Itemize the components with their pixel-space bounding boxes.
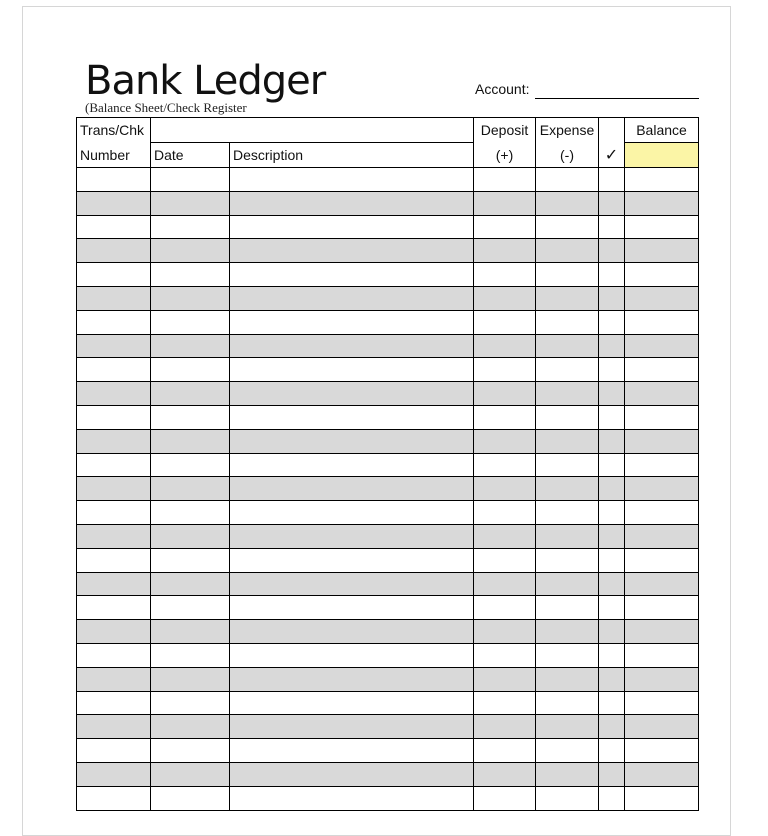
check-cell[interactable] bbox=[599, 667, 625, 691]
check-cell[interactable] bbox=[599, 620, 625, 644]
description-cell[interactable] bbox=[230, 263, 474, 287]
balance-cell[interactable] bbox=[625, 691, 699, 715]
balance-cell[interactable] bbox=[625, 643, 699, 667]
ledger-row bbox=[77, 239, 699, 263]
balance-cell[interactable] bbox=[625, 334, 699, 358]
date-cell[interactable] bbox=[151, 691, 230, 715]
ledger-row bbox=[77, 429, 699, 453]
deposit-cell[interactable] bbox=[474, 168, 536, 192]
description-cell[interactable] bbox=[230, 358, 474, 382]
number-cell[interactable] bbox=[77, 572, 151, 596]
header-row-1 bbox=[77, 118, 699, 143]
date-cell[interactable] bbox=[151, 286, 230, 310]
number-cell[interactable] bbox=[77, 548, 151, 572]
check-cell[interactable] bbox=[599, 168, 625, 192]
check-cell[interactable] bbox=[599, 358, 625, 382]
balance-cell[interactable] bbox=[625, 263, 699, 287]
balance-cell[interactable] bbox=[625, 715, 699, 739]
account-field[interactable] bbox=[535, 98, 699, 99]
description-cell[interactable] bbox=[230, 405, 474, 429]
deposit-cell[interactable] bbox=[474, 715, 536, 739]
ledger-row bbox=[77, 762, 699, 786]
balance-cell[interactable] bbox=[625, 191, 699, 215]
number-cell[interactable] bbox=[77, 620, 151, 644]
deposit-cell[interactable] bbox=[474, 596, 536, 620]
balance-cell[interactable] bbox=[625, 572, 699, 596]
expense-cell[interactable] bbox=[536, 715, 599, 739]
check-cell[interactable] bbox=[599, 453, 625, 477]
balance-cell[interactable] bbox=[625, 620, 699, 644]
header-number: Number bbox=[77, 143, 151, 168]
header-blank-check bbox=[599, 118, 625, 143]
header-trans-chk: Trans/Chk bbox=[77, 118, 151, 143]
ledger-row bbox=[77, 596, 699, 620]
header-expense: Expense bbox=[536, 118, 599, 143]
deposit-cell[interactable] bbox=[474, 405, 536, 429]
balance-cell[interactable] bbox=[625, 596, 699, 620]
description-cell[interactable] bbox=[230, 239, 474, 263]
number-cell[interactable] bbox=[77, 453, 151, 477]
ledger-row bbox=[77, 215, 699, 239]
number-cell[interactable] bbox=[77, 691, 151, 715]
number-cell[interactable] bbox=[77, 168, 151, 192]
ledger-row bbox=[77, 405, 699, 429]
deposit-cell[interactable] bbox=[474, 429, 536, 453]
ledger-row bbox=[77, 453, 699, 477]
header-description: Description bbox=[230, 143, 474, 168]
deposit-cell[interactable] bbox=[474, 358, 536, 382]
date-cell[interactable] bbox=[151, 762, 230, 786]
expense-cell[interactable] bbox=[536, 667, 599, 691]
ledger-row bbox=[77, 620, 699, 644]
deposit-cell[interactable] bbox=[474, 334, 536, 358]
number-cell[interactable] bbox=[77, 405, 151, 429]
expense-cell[interactable] bbox=[536, 548, 599, 572]
header-date: Date bbox=[151, 143, 230, 168]
description-cell[interactable] bbox=[230, 453, 474, 477]
balance-cell[interactable] bbox=[625, 501, 699, 525]
check-cell[interactable] bbox=[599, 691, 625, 715]
date-cell[interactable] bbox=[151, 263, 230, 287]
description-cell[interactable] bbox=[230, 429, 474, 453]
date-cell[interactable] bbox=[151, 215, 230, 239]
description-cell[interactable] bbox=[230, 739, 474, 763]
balance-cell[interactable] bbox=[625, 667, 699, 691]
check-cell[interactable] bbox=[599, 524, 625, 548]
expense-cell[interactable] bbox=[536, 762, 599, 786]
balance-cell[interactable] bbox=[625, 429, 699, 453]
number-cell[interactable] bbox=[77, 524, 151, 548]
description-cell[interactable] bbox=[230, 334, 474, 358]
header-row-2 bbox=[77, 143, 699, 168]
expense-cell[interactable] bbox=[536, 286, 599, 310]
number-cell[interactable] bbox=[77, 667, 151, 691]
check-cell[interactable] bbox=[599, 501, 625, 525]
date-cell[interactable] bbox=[151, 667, 230, 691]
expense-cell[interactable] bbox=[536, 453, 599, 477]
expense-cell[interactable] bbox=[536, 358, 599, 382]
date-cell[interactable] bbox=[151, 643, 230, 667]
ledger-row bbox=[77, 667, 699, 691]
description-cell[interactable] bbox=[230, 715, 474, 739]
check-cell[interactable] bbox=[599, 286, 625, 310]
number-cell[interactable] bbox=[77, 310, 151, 334]
ledger-page bbox=[22, 6, 731, 836]
ledger-row bbox=[77, 572, 699, 596]
number-cell[interactable] bbox=[77, 358, 151, 382]
date-cell[interactable] bbox=[151, 739, 230, 763]
description-cell[interactable] bbox=[230, 286, 474, 310]
deposit-cell[interactable] bbox=[474, 286, 536, 310]
ledger-row bbox=[77, 168, 699, 192]
expense-cell[interactable] bbox=[536, 477, 599, 501]
ledger-row bbox=[77, 286, 699, 310]
number-cell[interactable] bbox=[77, 715, 151, 739]
ledger-row bbox=[77, 310, 699, 334]
check-cell[interactable] bbox=[599, 596, 625, 620]
check-cell[interactable] bbox=[599, 548, 625, 572]
deposit-cell[interactable] bbox=[474, 667, 536, 691]
balance-cell[interactable] bbox=[625, 786, 699, 810]
page-subtitle: (Balance Sheet/Check Register bbox=[85, 100, 247, 115]
deposit-cell[interactable] bbox=[474, 191, 536, 215]
header-balance: Balance bbox=[625, 118, 699, 143]
balance-cell[interactable] bbox=[625, 453, 699, 477]
deposit-cell[interactable] bbox=[474, 620, 536, 644]
description-cell[interactable] bbox=[230, 477, 474, 501]
header-check-mark: ✓ bbox=[599, 143, 625, 168]
number-cell[interactable] bbox=[77, 215, 151, 239]
deposit-cell[interactable] bbox=[474, 310, 536, 334]
description-cell[interactable] bbox=[230, 382, 474, 406]
deposit-cell[interactable] bbox=[474, 239, 536, 263]
expense-cell[interactable] bbox=[536, 620, 599, 644]
date-cell[interactable] bbox=[151, 548, 230, 572]
number-cell[interactable] bbox=[77, 477, 151, 501]
check-cell[interactable] bbox=[599, 405, 625, 429]
balance-cell[interactable] bbox=[625, 739, 699, 763]
number-cell[interactable] bbox=[77, 239, 151, 263]
expense-cell[interactable] bbox=[536, 382, 599, 406]
deposit-cell[interactable] bbox=[474, 263, 536, 287]
check-cell[interactable] bbox=[599, 572, 625, 596]
deposit-cell[interactable] bbox=[474, 215, 536, 239]
ledger-row bbox=[77, 524, 699, 548]
header-blank-description bbox=[230, 118, 474, 143]
expense-cell[interactable] bbox=[536, 405, 599, 429]
description-cell[interactable] bbox=[230, 762, 474, 786]
expense-cell[interactable] bbox=[536, 501, 599, 525]
check-cell[interactable] bbox=[599, 191, 625, 215]
ledger-row bbox=[77, 501, 699, 525]
balance-cell[interactable] bbox=[625, 548, 699, 572]
ledger-row bbox=[77, 715, 699, 739]
date-cell[interactable] bbox=[151, 715, 230, 739]
deposit-cell[interactable] bbox=[474, 739, 536, 763]
account-label: Account: bbox=[475, 81, 530, 97]
number-cell[interactable] bbox=[77, 191, 151, 215]
ledger-table bbox=[76, 117, 699, 811]
check-cell[interactable] bbox=[599, 762, 625, 786]
balance-cell[interactable] bbox=[625, 168, 699, 192]
deposit-cell[interactable] bbox=[474, 524, 536, 548]
date-cell[interactable] bbox=[151, 358, 230, 382]
number-cell[interactable] bbox=[77, 334, 151, 358]
deposit-cell[interactable] bbox=[474, 477, 536, 501]
deposit-cell[interactable] bbox=[474, 643, 536, 667]
expense-cell[interactable] bbox=[536, 310, 599, 334]
date-cell[interactable] bbox=[151, 620, 230, 644]
expense-cell[interactable] bbox=[536, 429, 599, 453]
number-cell[interactable] bbox=[77, 429, 151, 453]
expense-cell[interactable] bbox=[536, 643, 599, 667]
header-expense-sign: (-) bbox=[536, 143, 599, 168]
balance-cell[interactable] bbox=[625, 286, 699, 310]
number-cell[interactable] bbox=[77, 786, 151, 810]
ledger-row bbox=[77, 358, 699, 382]
deposit-cell[interactable] bbox=[474, 382, 536, 406]
check-cell[interactable] bbox=[599, 643, 625, 667]
deposit-cell[interactable] bbox=[474, 501, 536, 525]
balance-cell[interactable] bbox=[625, 405, 699, 429]
date-cell[interactable] bbox=[151, 501, 230, 525]
number-cell[interactable] bbox=[77, 501, 151, 525]
ledger-row bbox=[77, 334, 699, 358]
date-cell[interactable] bbox=[151, 596, 230, 620]
number-cell[interactable] bbox=[77, 382, 151, 406]
ledger-row bbox=[77, 191, 699, 215]
check-cell[interactable] bbox=[599, 786, 625, 810]
number-cell[interactable] bbox=[77, 596, 151, 620]
check-cell[interactable] bbox=[599, 263, 625, 287]
description-cell[interactable] bbox=[230, 667, 474, 691]
header-blank-date bbox=[151, 118, 230, 143]
expense-cell[interactable] bbox=[536, 524, 599, 548]
deposit-cell[interactable] bbox=[474, 548, 536, 572]
expense-cell[interactable] bbox=[536, 191, 599, 215]
description-cell[interactable] bbox=[230, 501, 474, 525]
balance-cell[interactable] bbox=[625, 762, 699, 786]
expense-cell[interactable] bbox=[536, 334, 599, 358]
balance-cell[interactable] bbox=[625, 215, 699, 239]
date-cell[interactable] bbox=[151, 334, 230, 358]
expense-cell[interactable] bbox=[536, 786, 599, 810]
ledger-row bbox=[77, 263, 699, 287]
date-cell[interactable] bbox=[151, 382, 230, 406]
description-cell[interactable] bbox=[230, 191, 474, 215]
description-cell[interactable] bbox=[230, 620, 474, 644]
date-cell[interactable] bbox=[151, 477, 230, 501]
date-cell[interactable] bbox=[151, 239, 230, 263]
expense-cell[interactable] bbox=[536, 215, 599, 239]
date-cell[interactable] bbox=[151, 429, 230, 453]
number-cell[interactable] bbox=[77, 263, 151, 287]
description-cell[interactable] bbox=[230, 596, 474, 620]
deposit-cell[interactable] bbox=[474, 691, 536, 715]
expense-cell[interactable] bbox=[536, 739, 599, 763]
expense-cell[interactable] bbox=[536, 168, 599, 192]
ledger-row bbox=[77, 786, 699, 810]
balance-cell[interactable] bbox=[625, 239, 699, 263]
description-cell[interactable] bbox=[230, 643, 474, 667]
ledger-row bbox=[77, 643, 699, 667]
header-deposit: Deposit bbox=[474, 118, 536, 143]
expense-cell[interactable] bbox=[536, 572, 599, 596]
expense-cell[interactable] bbox=[536, 263, 599, 287]
expense-cell[interactable] bbox=[536, 596, 599, 620]
date-cell[interactable] bbox=[151, 524, 230, 548]
date-cell[interactable] bbox=[151, 168, 230, 192]
check-cell[interactable] bbox=[599, 239, 625, 263]
header-deposit-sign: (+) bbox=[474, 143, 536, 168]
expense-cell[interactable] bbox=[536, 691, 599, 715]
number-cell[interactable] bbox=[77, 739, 151, 763]
description-cell[interactable] bbox=[230, 548, 474, 572]
check-cell[interactable] bbox=[599, 382, 625, 406]
balance-cell[interactable] bbox=[625, 358, 699, 382]
description-cell[interactable] bbox=[230, 215, 474, 239]
ledger-row bbox=[77, 691, 699, 715]
balance-cell[interactable] bbox=[625, 382, 699, 406]
description-cell[interactable] bbox=[230, 572, 474, 596]
description-cell[interactable] bbox=[230, 310, 474, 334]
ledger-row bbox=[77, 477, 699, 501]
balance-cell[interactable] bbox=[625, 310, 699, 334]
date-cell[interactable] bbox=[151, 786, 230, 810]
balance-cell[interactable] bbox=[625, 524, 699, 548]
check-cell[interactable] bbox=[599, 429, 625, 453]
check-cell[interactable] bbox=[599, 334, 625, 358]
check-cell[interactable] bbox=[599, 310, 625, 334]
check-cell[interactable] bbox=[599, 739, 625, 763]
date-cell[interactable] bbox=[151, 191, 230, 215]
deposit-cell[interactable] bbox=[474, 762, 536, 786]
deposit-cell[interactable] bbox=[474, 453, 536, 477]
ledger-row bbox=[77, 548, 699, 572]
page-title: Bank Ledger bbox=[85, 58, 326, 104]
balance-cell[interactable] bbox=[625, 477, 699, 501]
check-cell[interactable] bbox=[599, 477, 625, 501]
description-cell[interactable] bbox=[230, 786, 474, 810]
date-cell[interactable] bbox=[151, 572, 230, 596]
number-cell[interactable] bbox=[77, 286, 151, 310]
check-cell[interactable] bbox=[599, 215, 625, 239]
check-cell[interactable] bbox=[599, 715, 625, 739]
description-cell[interactable] bbox=[230, 168, 474, 192]
description-cell[interactable] bbox=[230, 524, 474, 548]
ledger-row bbox=[77, 382, 699, 406]
deposit-cell[interactable] bbox=[474, 786, 536, 810]
expense-cell[interactable] bbox=[536, 239, 599, 263]
number-cell[interactable] bbox=[77, 643, 151, 667]
deposit-cell[interactable] bbox=[474, 572, 536, 596]
date-cell[interactable] bbox=[151, 310, 230, 334]
number-cell[interactable] bbox=[77, 762, 151, 786]
date-cell[interactable] bbox=[151, 453, 230, 477]
ledger-row bbox=[77, 739, 699, 763]
date-cell[interactable] bbox=[151, 405, 230, 429]
starting-balance-cell[interactable] bbox=[625, 143, 699, 168]
description-cell[interactable] bbox=[230, 691, 474, 715]
